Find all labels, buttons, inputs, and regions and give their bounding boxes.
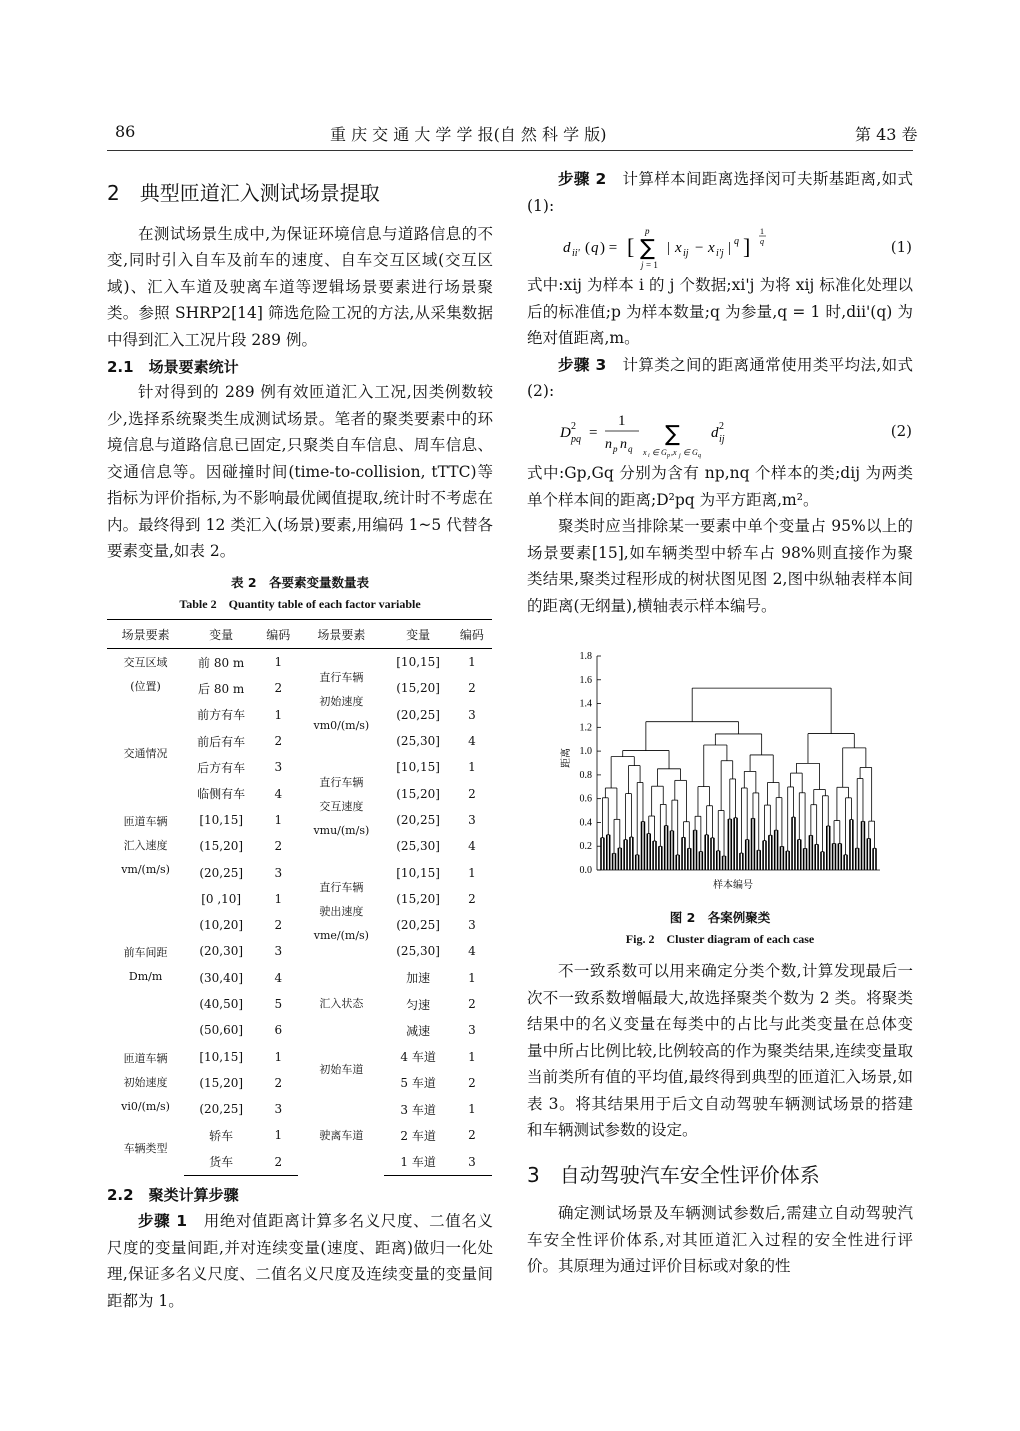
paragraph-clustering: 聚类时应当排除某一要素中单个变量占 95%以上的场景要素[15],如车辆类型中轿车占 98%则直接作为聚类结果,聚类过程形成的树状图见图 2,图中纵轴表样本间的距离(无纲量),横轴表示样本编号。 (527, 517, 913, 615)
y-tick-label: 1.0 (579, 746, 592, 758)
table-variable-cell: [10,15] (199, 1049, 244, 1064)
svg-text:d: d (563, 240, 571, 256)
table-group-cell: 匝道车辆 初始速度 vi0/(m/s) (121, 1051, 170, 1113)
table-variable-cell: (10,20] (199, 918, 244, 933)
right-column-after-figure (527, 958, 913, 1280)
table-code-cell: 3 (274, 865, 283, 880)
page-number: 86 (115, 122, 136, 141)
svg-text:x: x (708, 240, 715, 256)
svg-text:ii': ii' (572, 248, 580, 259)
y-tick-label: 1.6 (579, 674, 592, 686)
table-code-cell: 1 (274, 655, 283, 670)
section-2-title: 2 典型匝道汇入测试场景提取 (107, 181, 380, 205)
table-code-cell: 6 (274, 1023, 283, 1038)
y-axis-label: 距离 (561, 748, 572, 768)
factor-variable-table (107, 619, 492, 1176)
table-code-cell: 2 (468, 786, 476, 801)
y-axis (580, 651, 602, 876)
table-variable-cell: (20,25] (199, 865, 244, 880)
svg-text:2: 2 (719, 421, 724, 432)
right-column-step2 (527, 166, 913, 219)
table-variable-cell: [10,15] (396, 760, 440, 775)
svg-text:]: ] (743, 234, 751, 259)
table-header-cell: 场景要素 (298, 620, 384, 649)
table-group-cell: 匝道车辆 汇入速度 vm/(m/s) (121, 815, 170, 877)
equation-2-number: (2) (890, 422, 912, 440)
equation-1-number: (1) (890, 238, 912, 256)
equation-1-formula (555, 222, 785, 272)
left-column-bottom (107, 1182, 493, 1314)
step1-text: 用绝对值距离计算多名义尺度、二值名义尺度的变量间距,并对连续变量(速度、距离)做归一化处理,保证多名义尺度、二值名义尺度及连续变量的变量间距都为 1。 (107, 1212, 493, 1310)
paragraph-cluster-result: 不一致系数可以用来确定分类个数,计算发现最后一次不一致系数增幅最大,故选择聚类个数为 2 类。将聚类结果中的名义变量在每类中的占比与此类变量在总体变量中所占比例比较,比例较高的作为聚类结果,连续变量取当前类所有值的平均值,最终得到典型的匝道汇入场景,如表 3。将其结果用于后文自动驾驶车辆测试场景的搭建和车辆测试参数的设定。 (527, 962, 913, 1139)
table-code-cell: 1 (274, 1049, 283, 1064)
table-code-cell: 3 (468, 707, 476, 722)
table-variable-cell: 加速 (406, 971, 431, 986)
table-code-cell: 1 (274, 1128, 283, 1143)
table-caption-en: Table 2 Quantity table of each factor variable (179, 597, 421, 611)
volume-label: 第 43 卷 (855, 125, 918, 144)
table-code-cell: 2 (468, 1128, 476, 1143)
table-code-cell: 3 (468, 918, 476, 933)
table-code-cell: 2 (274, 1075, 283, 1090)
svg-text:i'j: i'j (716, 248, 724, 259)
table-code-cell: 3 (468, 812, 476, 827)
dendrogram-lines (597, 688, 880, 870)
table-variable-cell: 临侧有车 (197, 787, 246, 802)
table-group-cell: 汇入状态 (319, 997, 364, 1010)
right-column-eq1-desc (527, 272, 913, 405)
table-code-cell: 1 (274, 707, 283, 722)
table-group-cell: 直行车辆 交互速度 vmu/(m/s) (313, 775, 370, 837)
table-code-cell: 2 (274, 681, 283, 696)
y-tick-label: 0.0 (579, 865, 592, 876)
table-group-cell: 直行车辆 驶出速度 vme/(m/s) (313, 880, 369, 942)
svg-text:∈ G: ∈ G (652, 448, 667, 457)
table-header-cell: 变量 (384, 620, 451, 649)
y-tick-label: 1.2 (579, 722, 592, 734)
table-variable-cell: 3 车道 (400, 1102, 436, 1117)
table-code-cell: 2 (468, 681, 476, 696)
left-column-top (107, 180, 493, 565)
svg-text:∑: ∑ (640, 236, 655, 261)
table-variable-cell: (20,25] (396, 707, 440, 722)
table-row (107, 1043, 492, 1069)
table-code-cell: 2 (274, 734, 283, 749)
table-variable-cell: (15,20] (396, 681, 440, 696)
step2-label: 步骤 2 (558, 170, 607, 188)
equation-2-formula (555, 405, 755, 461)
header-rule (107, 150, 913, 151)
figure-caption-en: Fig. 2 Cluster diagram of each case (625, 932, 815, 946)
svg-text:pq: pq (571, 434, 581, 445)
svg-text:∑: ∑ (665, 422, 680, 447)
table-code-cell: 3 (452, 1149, 492, 1176)
table-variable-cell: (15,20] (396, 891, 440, 906)
table-code-cell: 4 (468, 944, 476, 959)
step3-label: 步骤 3 (558, 355, 607, 374)
table-variable-cell: (15,20] (396, 786, 440, 801)
table-variable-cell: (50,60] (199, 1023, 244, 1038)
table-variable-cell: 后方有车 (197, 760, 246, 775)
subsection-2-1-title: 2.1 场景要素统计 (107, 358, 239, 376)
svg-text:q: q (698, 453, 701, 459)
paragraph-safety-eval: 确定测试场景及车辆测试参数后,需建立自动驾驶汽车安全性评价体系,对其匝道汇入过程的安全性进行评价。其原理为通过评价目标或对象的性 (527, 1204, 913, 1275)
table-variable-cell: (20,25] (199, 1102, 244, 1117)
svg-text:x: x (643, 448, 647, 457)
table-variable-cell: (25,30] (396, 839, 440, 854)
table-variable-cell: 货车 (184, 1149, 258, 1176)
table-variable-cell: [0 ,10] (201, 891, 242, 906)
svg-text:2: 2 (571, 421, 576, 432)
y-tick-label: 0.6 (579, 793, 592, 805)
svg-text:1: 1 (618, 413, 626, 429)
table-variable-cell: (20,25] (396, 812, 440, 827)
dendrogram-chart (555, 648, 885, 896)
table-header-cell: 变量 (184, 620, 258, 649)
table-code-cell: 2 (468, 1075, 476, 1090)
svg-text:(: ( (585, 240, 590, 256)
table-group-cell: 交通情况 (123, 747, 168, 761)
svg-text:) =: ) = (600, 240, 618, 256)
svg-text:∈ G: ∈ G (683, 448, 698, 457)
svg-text:[: [ (627, 234, 635, 259)
table-variable-cell: (15,20] (199, 839, 244, 854)
svg-text:j: j (641, 260, 644, 270)
svg-text:q: q (760, 237, 764, 246)
svg-text:p: p (645, 226, 650, 236)
table-code-cell: 5 (274, 997, 283, 1011)
table-variable-cell: 减速 (406, 1023, 431, 1038)
svg-text:=: = (589, 425, 598, 441)
table-code-cell: 1 (274, 812, 283, 827)
table-header-cell: 场景要素 (107, 620, 184, 649)
y-tick-label: 0.2 (579, 841, 592, 853)
table-code-cell: 4 (274, 970, 283, 985)
table-group-cell: 驶离车道 (319, 1128, 364, 1142)
table-variable-cell: [10,15] (396, 655, 440, 670)
table-variable-cell: (20,25] (396, 918, 440, 933)
table-group-cell: 前车间距 Dm/m (123, 945, 168, 983)
section-3-title: 3 自动驾驶汽车安全性评价体系 (527, 1162, 820, 1187)
table-header-cell: 编码 (258, 620, 298, 649)
svg-text:1: 1 (760, 227, 764, 236)
table-group-cell: 初始车道 (319, 1062, 364, 1076)
y-tick-label: 0.4 (579, 817, 592, 829)
table-code-cell: 3 (274, 760, 283, 775)
figure-caption-cn: 图 2 各案例聚类 (669, 910, 771, 925)
svg-text:p: p (667, 453, 670, 459)
svg-text:|: | (667, 240, 671, 256)
table-code-cell: 2 (258, 1149, 298, 1176)
table-variable-cell: (15,20] (199, 1075, 244, 1090)
table-code-cell: 1 (468, 865, 476, 880)
paragraph-intro: 在测试场景生成中,为保证环境信息与道路信息的不变,同时引入自车及前车的速度、自车交互区域(交互区域)、汇入车道及驶离车道等逻辑场景要素进行场景聚类。参照 SHRP2[14] 筛选危险工况的方法,从采集数据中得到汇入工况片段 289 例。 (107, 224, 493, 349)
table-code-cell: 2 (468, 997, 476, 1011)
right-column-eq2-desc (527, 460, 913, 619)
table-variable-cell: (40,50] (199, 997, 244, 1011)
svg-text:n: n (620, 437, 627, 452)
table-code-cell: 3 (468, 1023, 476, 1038)
table-variable-cell: (20,30] (199, 944, 244, 959)
table-variable-cell: 前后有车 (197, 734, 246, 749)
table-variable-cell: 前方有车 (197, 708, 246, 723)
svg-text:ij: ij (719, 434, 725, 445)
svg-text:−: − (695, 240, 704, 256)
journal-title: 重 庆 交 通 大 学 学 报(自 然 科 学 版) (330, 125, 607, 144)
table-code-cell: 3 (274, 944, 283, 959)
svg-text:ij: ij (683, 248, 689, 259)
table-row (107, 649, 492, 676)
table-code-cell: 1 (468, 655, 476, 670)
step2-text: 计算样本间距离选择闵可夫斯基距离,如式(1): (527, 170, 913, 215)
table-caption-cn: 表 2 各要素变量数量表 (230, 575, 370, 590)
table-code-cell: 4 (468, 839, 476, 854)
table-code-cell: 1 (468, 970, 476, 985)
svg-text:j: j (679, 453, 681, 459)
table-code-cell: 4 (274, 786, 283, 801)
table-group-cell: 车辆类型 (123, 1141, 168, 1155)
table-variable-cell: (30,40] (199, 970, 244, 985)
svg-text:,x: ,x (671, 448, 677, 457)
equation-1-description: 式中:xij 为样本 i 的 j 个数据;xi'j 为将 xij 标准化处理以后的标准值;p 为样本数量;q 为参量,q = 1 时,dii'(q) 为绝对值距离,m。 (527, 276, 913, 347)
table-variable-cell: 后 80 m (198, 681, 245, 696)
svg-text:D: D (560, 425, 571, 441)
svg-text:q: q (591, 240, 599, 256)
table-variable-cell: 前 80 m (198, 655, 245, 670)
paragraph-scene-elements: 针对得到的 289 例有效匝道汇入工况,因类例数较少,选择系统聚类生成测试场景。笔者的聚类要素中的环境信息与道路信息已固定,只聚类自车信息、周车信息、交通信息等。因碰撞时间(time-to-collision, tTTC)等指标为评价指标,为不影响最优阈值提取,统计时不考虑在内。最终得到 12 类汇入(场景)要素,用编码 1~5 代替各要素变量,如表 2。 (107, 383, 493, 560)
table-header-row (107, 620, 492, 649)
svg-text:n: n (605, 437, 612, 452)
step3-text: 计算类之间的距离通常使用类平均法,如式(2): (527, 355, 913, 400)
svg-text:i: i (648, 453, 650, 459)
table-header-cell: 编码 (452, 620, 492, 649)
svg-text:= 1: = 1 (646, 260, 658, 270)
y-tick-label: 1.4 (579, 698, 592, 710)
svg-text:x: x (675, 240, 682, 256)
subsection-2-2-title: 2.2 聚类计算步骤 (107, 1186, 239, 1204)
table-variable-cell: (25,30] (396, 944, 440, 959)
table-code-cell: 3 (274, 1102, 283, 1117)
table-variable-cell: 1 车道 (384, 1149, 451, 1176)
equation-2-description: 式中:Gp,Gq 分别为含有 np,nq 个样本的类;dij 为两类单个样本间的距离;D²pq 为平方距离,m²。 (527, 464, 913, 509)
svg-text:p: p (613, 444, 618, 454)
table-group-cell: 交互区域 (位置) (123, 656, 168, 694)
x-axis-label: 样本编号 (713, 880, 753, 891)
table-variable-cell: 5 车道 (400, 1076, 436, 1091)
y-tick-label: 1.8 (579, 651, 592, 662)
table-variable-cell: [10,15] (199, 812, 244, 827)
table-code-cell: 4 (468, 734, 476, 749)
table-variable-cell: 4 车道 (400, 1050, 436, 1065)
svg-text:q: q (628, 444, 633, 454)
svg-text:q: q (734, 236, 739, 247)
table-group-cell: 直行车辆 初始速度 vm0/(m/s) (313, 670, 370, 732)
table-code-cell: 1 (274, 891, 283, 906)
table-variable-cell: 轿车 (209, 1128, 234, 1143)
table-code-cell: 2 (274, 839, 283, 854)
table-code-cell: 1 (468, 1049, 476, 1064)
table-code-cell: 1 (468, 760, 476, 775)
table-code-cell: 2 (274, 918, 283, 933)
table-body (107, 649, 492, 1176)
table-code-cell: 2 (468, 891, 476, 906)
table-variable-cell: [10,15] (396, 865, 440, 880)
table-code-cell: 1 (468, 1102, 476, 1117)
svg-text:|: | (728, 240, 732, 256)
table-variable-cell: (25,30] (396, 734, 440, 749)
svg-text:d: d (711, 425, 719, 441)
y-tick-label: 0.8 (579, 769, 592, 781)
step1-label: 步骤 1 (138, 1212, 187, 1230)
table-variable-cell: 2 车道 (400, 1128, 436, 1143)
table-variable-cell: 匀速 (406, 997, 431, 1012)
